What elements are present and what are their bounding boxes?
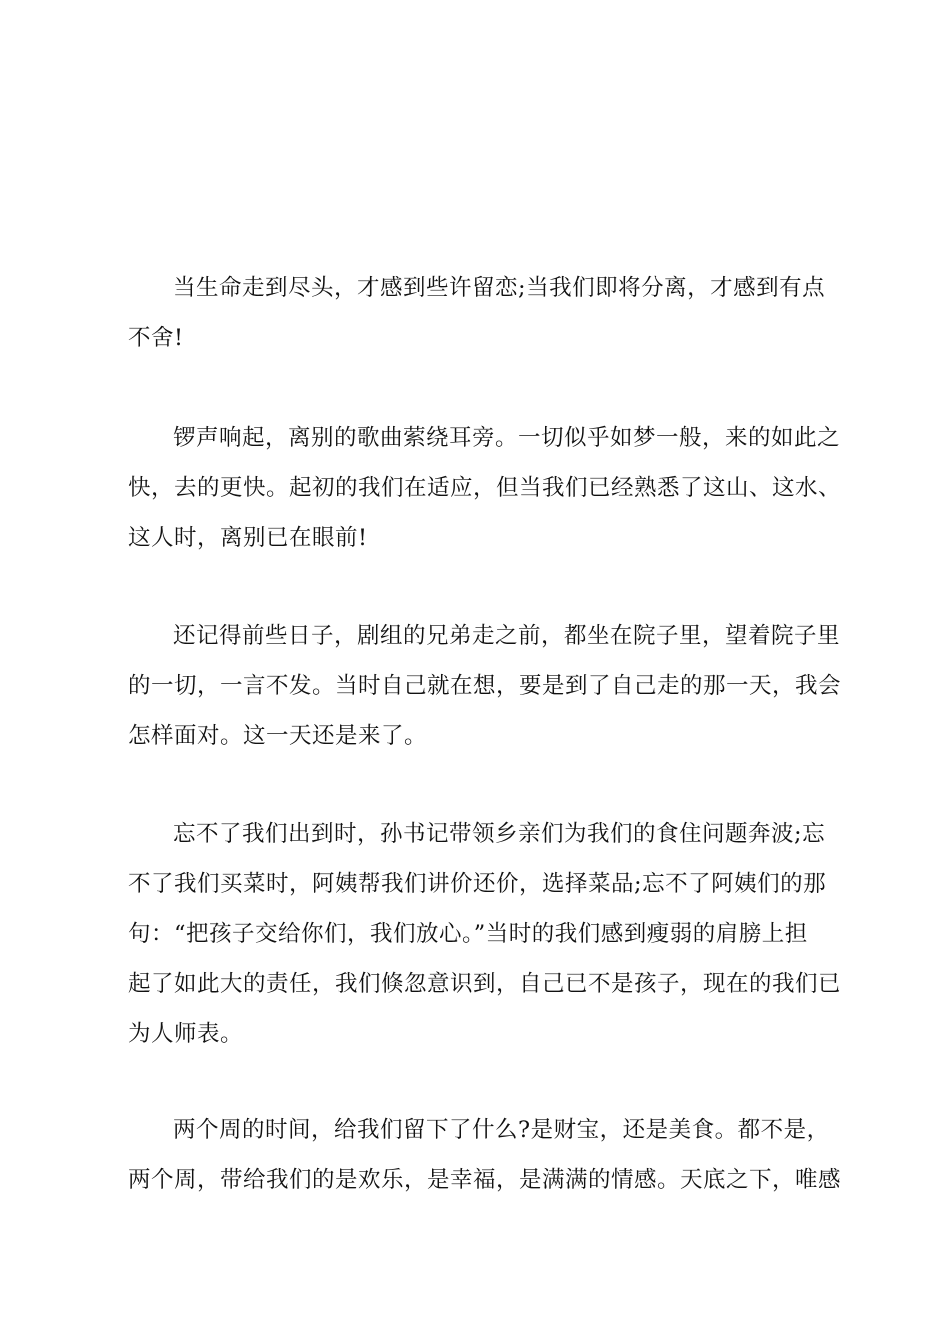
paragraph-line: 这人时，离别已在眼前! [128,525,368,551]
paragraph-line: 两个周，带给我们的是欢乐，是幸福，是满满的情感。天底之下，唯感 [128,1167,842,1193]
paragraph-4 [128,809,842,1059]
paragraph-line: 怎样面对。这一天还是来了。 [128,723,428,749]
paragraph-2 [128,413,842,563]
paragraph-line: 忘不了我们出到时，孙书记带领乡亲们为我们的食住问题奔波;忘 [173,821,826,847]
paragraph-line: 快，去的更快。起初的我们在适应，但当我们已经熟悉了这山、这水、 [128,475,842,501]
paragraph-line: 当生命走到尽头，才感到些许留恋;当我们即将分离，才感到有点 [173,275,826,301]
paragraph-line: 起了如此大的责任，我们倏忽意识到，自己已不是孩子，现在的我们已 [128,971,842,997]
paragraph-line: 为人师表。 [128,1021,244,1047]
paragraph-line: 不舍! [128,325,184,351]
paragraph-line: 不了我们买菜时，阿姨帮我们讲价还价，选择菜品;忘不了阿姨们的那 [128,871,827,897]
paragraph-line: 的一切，一言不发。当时自己就在想，要是到了自己走的那一天，我会 [128,673,842,699]
paragraph-3 [128,611,842,761]
paragraph-1 [128,263,828,363]
paragraph-line: 锣声响起，离别的歌曲萦绕耳旁。一切似乎如梦一般，来的如此之 [173,425,841,451]
paragraph-line: 两个周的时间，给我们留下了什么?是财宝，还是美食。都不是， [173,1117,830,1143]
paragraph-5 [128,1105,842,1205]
paragraph-line: 句：“把孩子交给你们，我们放心。”当时的我们感到瘦弱的肩膀上担 [128,921,808,947]
paragraph-line: 还记得前些日子，剧组的兄弟走之前，都坐在院子里，望着院子里 [173,623,841,649]
